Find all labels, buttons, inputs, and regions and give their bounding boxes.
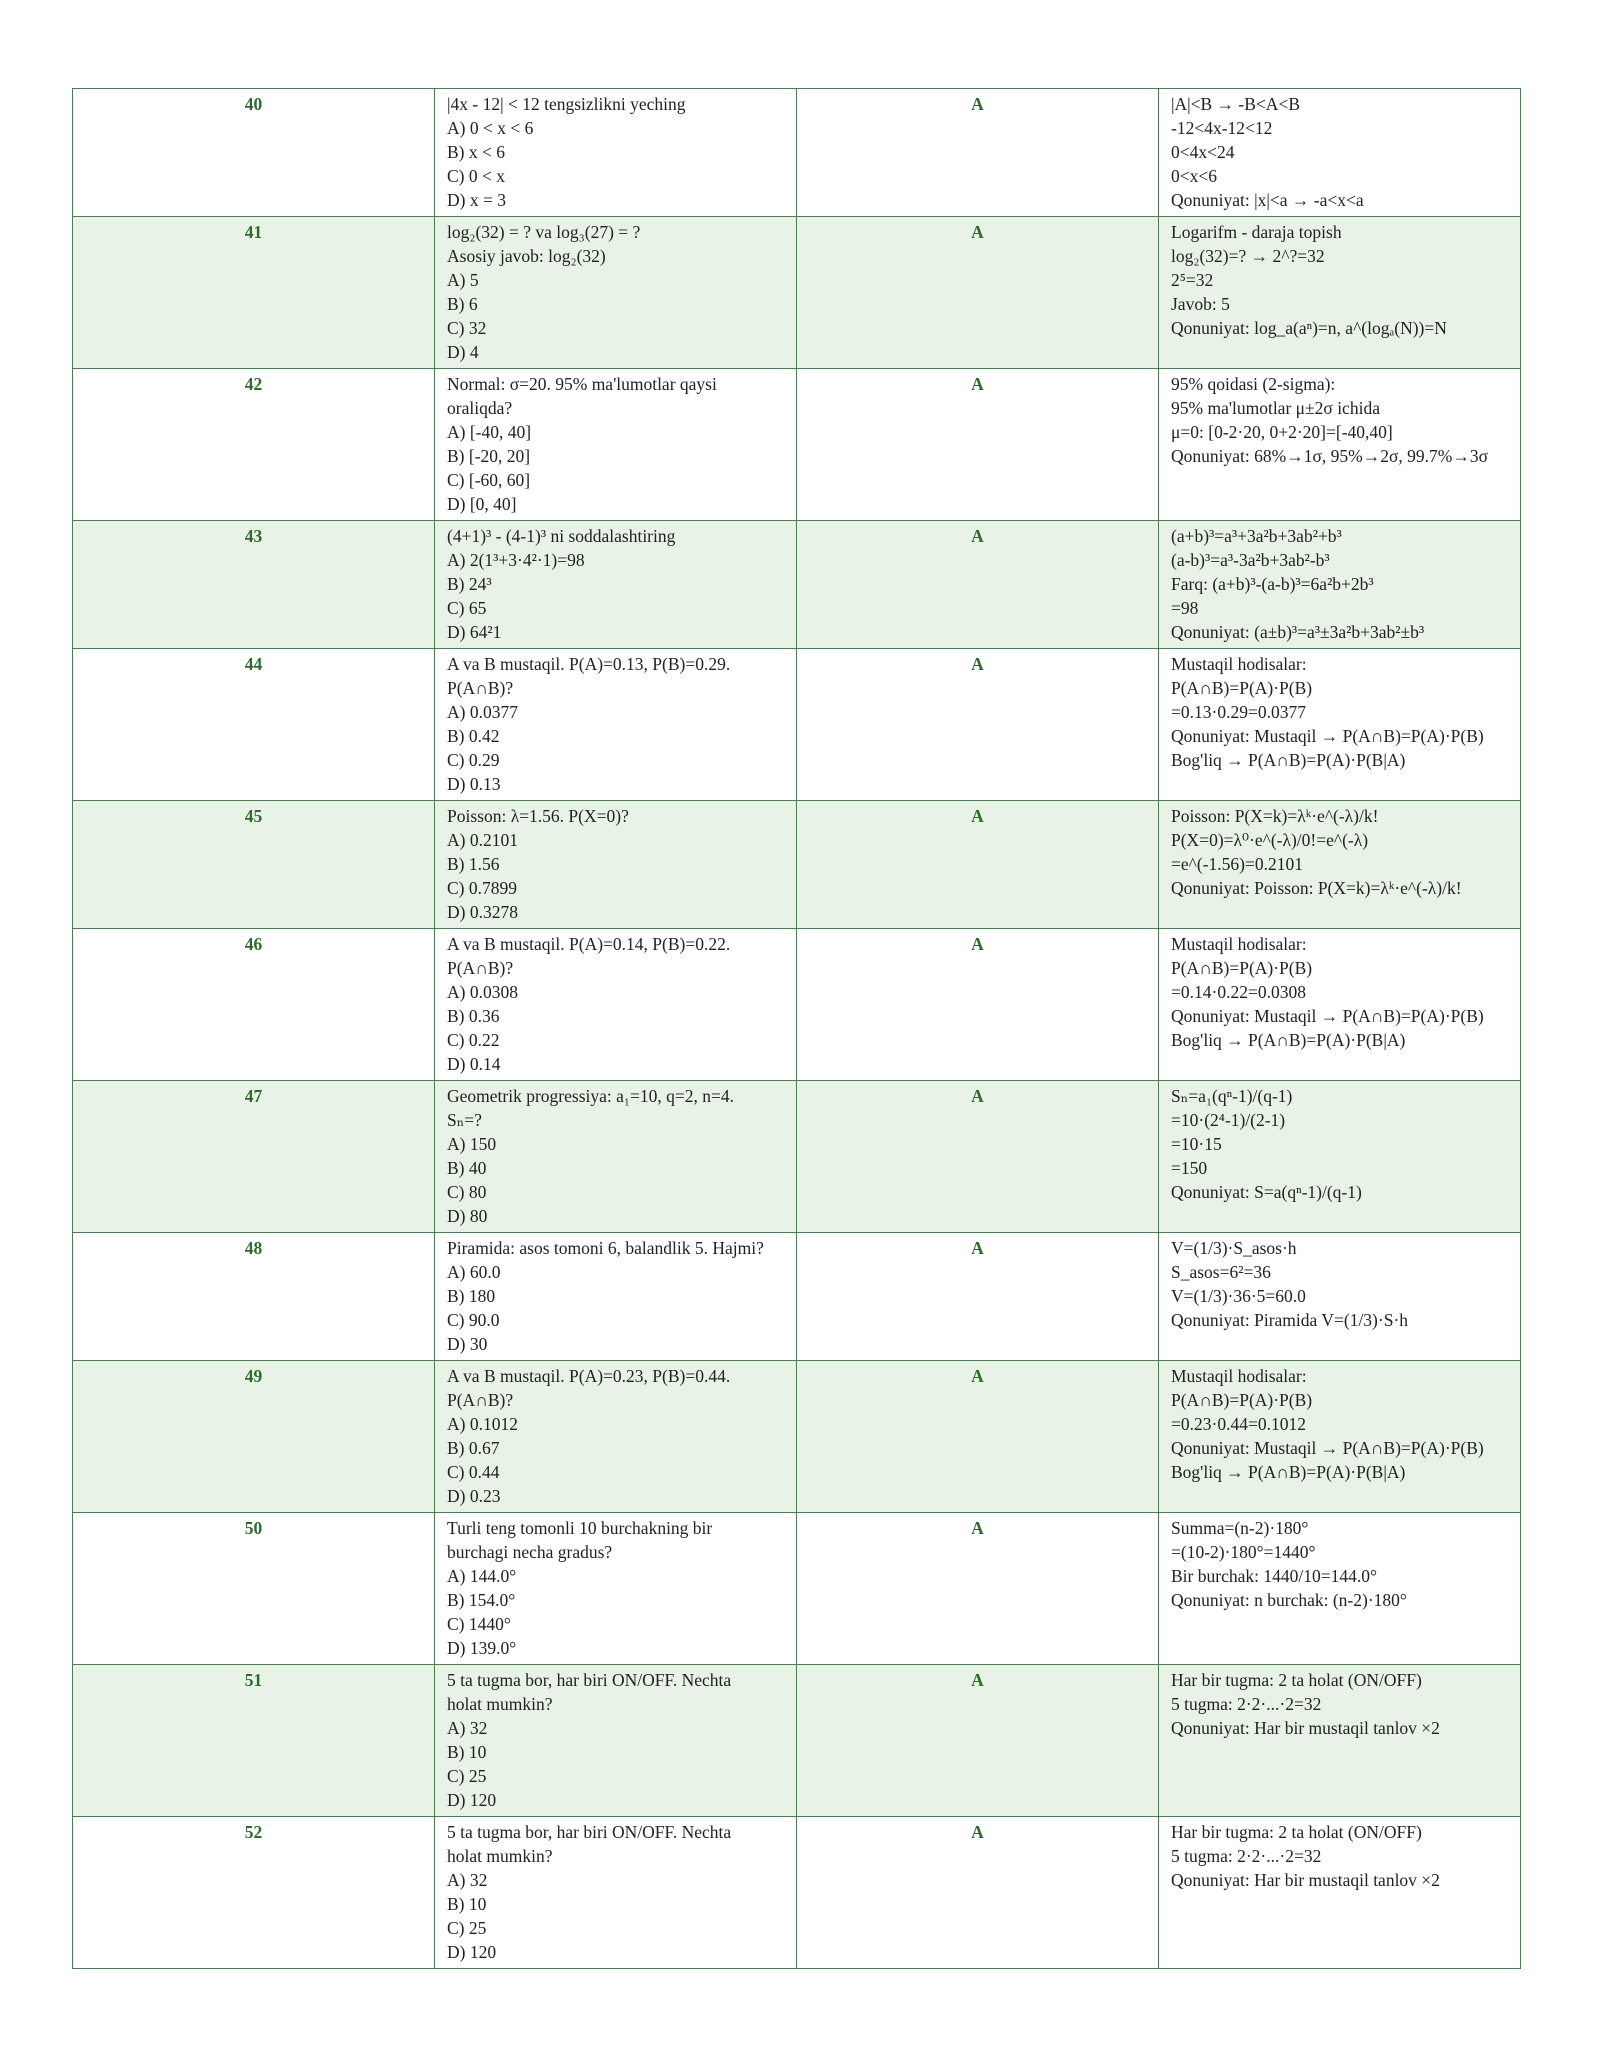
explanation-line: Qonuniyat: n burchak: (n-2)·180° <box>1171 1590 1407 1610</box>
question-line: C) 0.22 <box>447 1030 500 1050</box>
question-line: C) 90.0 <box>447 1310 500 1330</box>
question-line: B) 1.56 <box>447 854 500 874</box>
question-number: 44 <box>73 649 435 801</box>
table-row <box>73 929 1521 1081</box>
question-line: B) x < 6 <box>447 142 505 162</box>
question-number: 52 <box>73 1817 435 1969</box>
explanation-line: =150 <box>1171 1158 1208 1178</box>
explanation-cell <box>1159 1361 1521 1513</box>
question-number: 49 <box>73 1361 435 1513</box>
explanation-line: Mustaqil hodisalar: <box>1171 934 1307 954</box>
explanation-line: 95% qoidasi (2-sigma): <box>1171 374 1336 394</box>
question-text-cell <box>435 217 797 369</box>
explanation-cell <box>1159 217 1521 369</box>
question-number: 45 <box>73 801 435 929</box>
question-text-cell <box>435 1513 797 1665</box>
table-row <box>73 1513 1521 1665</box>
question-line: (4+1)³ - (4-1)³ ni soddalashtiring <box>447 526 676 546</box>
question-line: P(A∩B)? <box>447 1390 514 1410</box>
question-line: D) 4 <box>447 342 479 362</box>
question-number: 42 <box>73 369 435 521</box>
explanation-line: =(10-2)·180°=1440° <box>1171 1542 1316 1562</box>
question-line: A) 0.1012 <box>447 1414 518 1434</box>
explanation-cell <box>1159 89 1521 217</box>
question-line: B) 10 <box>447 1894 487 1914</box>
question-line: P(A∩B)? <box>447 678 514 698</box>
explanation-line: Mustaqil hodisalar: <box>1171 1366 1307 1386</box>
question-line: 5 ta tugma bor, har biri ON/OFF. Nechta <box>447 1670 732 1690</box>
question-line: C) 0 < x <box>447 166 505 186</box>
question-text-cell <box>435 1817 797 1969</box>
question-line: oraliqda? <box>447 398 513 418</box>
explanation-line: Qonuniyat: Mustaqil → P(A∩B)=P(A)·P(B) <box>1171 726 1484 746</box>
question-line: A va B mustaqil. P(A)=0.23, P(B)=0.44. <box>447 1366 731 1386</box>
question-line: Piramida: asos tomoni 6, balandlik 5. Hajmi? <box>447 1238 764 1258</box>
explanation-line: Qonuniyat: S=a(qⁿ-1)/(q-1) <box>1171 1182 1362 1202</box>
question-line: Asosiy javob: log₂(32) <box>447 246 606 266</box>
question-line: A) 0.2101 <box>447 830 518 850</box>
question-line: D) x = 3 <box>447 190 506 210</box>
correct-answer: A <box>797 217 1159 369</box>
explanation-line: =10·15 <box>1171 1134 1222 1154</box>
question-text-cell <box>435 649 797 801</box>
question-line: A) 32 <box>447 1870 488 1890</box>
question-line: D) 0.13 <box>447 774 501 794</box>
question-line: D) 120 <box>447 1942 497 1962</box>
explanation-line: Logarifm - daraja topish <box>1171 222 1342 242</box>
question-text-cell <box>435 1665 797 1817</box>
explanation-cell <box>1159 801 1521 929</box>
explanation-line: Javob: 5 <box>1171 294 1230 314</box>
question-number: 47 <box>73 1081 435 1233</box>
explanation-cell <box>1159 1081 1521 1233</box>
question-line: C) 65 <box>447 598 487 618</box>
answer-table-body <box>73 89 1521 1969</box>
explanation-line: Qonuniyat: Mustaqil → P(A∩B)=P(A)·P(B) <box>1171 1006 1484 1026</box>
question-line: 5 ta tugma bor, har biri ON/OFF. Nechta <box>447 1822 732 1842</box>
question-line: Turli teng tomonli 10 burchakning bir <box>447 1518 713 1538</box>
question-line: D) 0.23 <box>447 1486 501 1506</box>
question-line: holat mumkin? <box>447 1694 553 1714</box>
explanation-line: Qonuniyat: Mustaqil → P(A∩B)=P(A)·P(B) <box>1171 1438 1484 1458</box>
explanation-line: 0<x<6 <box>1171 166 1217 186</box>
question-line: D) 139.0° <box>447 1638 517 1658</box>
table-row <box>73 1233 1521 1361</box>
question-line: C) [-60, 60] <box>447 470 531 490</box>
table-row <box>73 369 1521 521</box>
correct-answer: A <box>797 1513 1159 1665</box>
question-number: 48 <box>73 1233 435 1361</box>
table-row <box>73 89 1521 217</box>
explanation-line: Farq: (a+b)³-(a-b)³=6a²b+2b³ <box>1171 574 1374 594</box>
question-line: Normal: σ=20. 95% ma'lumotlar qaysi <box>447 374 717 394</box>
question-number: 50 <box>73 1513 435 1665</box>
table-row <box>73 1081 1521 1233</box>
correct-answer: A <box>797 1233 1159 1361</box>
question-line: C) 0.7899 <box>447 878 517 898</box>
explanation-line: Qonuniyat: |x|<a → -a<x<a <box>1171 190 1364 210</box>
explanation-line: =0.14·0.22=0.0308 <box>1171 982 1306 1002</box>
question-line: A) [-40, 40] <box>447 422 532 442</box>
explanation-line: 0<4x<24 <box>1171 142 1235 162</box>
table-row <box>73 521 1521 649</box>
explanation-line: Qonuniyat: Har bir mustaqil tanlov ×2 <box>1171 1870 1440 1890</box>
question-line: log₂(32) = ? va log₃(27) = ? <box>447 222 641 242</box>
question-line: B) 154.0° <box>447 1590 516 1610</box>
question-line: B) 6 <box>447 294 478 314</box>
question-text-cell <box>435 521 797 649</box>
explanation-line: P(A∩B)=P(A)·P(B) <box>1171 958 1313 978</box>
question-line: D) 64²1 <box>447 622 502 642</box>
question-line: A) 144.0° <box>447 1566 517 1586</box>
explanation-line: S_asos=6²=36 <box>1171 1262 1271 1282</box>
table-row <box>73 649 1521 801</box>
question-text-cell <box>435 369 797 521</box>
explanation-line: 5 tugma: 2·2·...·2=32 <box>1171 1846 1322 1866</box>
question-text-cell <box>435 1081 797 1233</box>
explanation-line: 95% ma'lumotlar μ±2σ ichida <box>1171 398 1380 418</box>
question-line: B) 180 <box>447 1286 496 1306</box>
question-line: D) 80 <box>447 1206 488 1226</box>
question-line: A) 5 <box>447 270 479 290</box>
question-line: B) 10 <box>447 1742 487 1762</box>
correct-answer: A <box>797 369 1159 521</box>
explanation-line: Summa=(n-2)·180° <box>1171 1518 1309 1538</box>
question-line: B) 40 <box>447 1158 487 1178</box>
explanation-line: =e^(-1.56)=0.2101 <box>1171 854 1303 874</box>
explanation-line: V=(1/3)·36·5=60.0 <box>1171 1286 1306 1306</box>
question-line: B) [-20, 20] <box>447 446 531 466</box>
explanation-line: Qonuniyat: Har bir mustaqil tanlov ×2 <box>1171 1718 1440 1738</box>
explanation-line: Mustaqil hodisalar: <box>1171 654 1307 674</box>
correct-answer: A <box>797 521 1159 649</box>
table-row <box>73 1361 1521 1513</box>
explanation-line: 2⁵=32 <box>1171 270 1214 290</box>
explanation-line: Har bir tugma: 2 ta holat (ON/OFF) <box>1171 1670 1422 1690</box>
explanation-line: =0.13·0.29=0.0377 <box>1171 702 1306 722</box>
explanation-cell <box>1159 649 1521 801</box>
explanation-line: Qonuniyat: (a±b)³=a³±3a²b+3ab²±b³ <box>1171 622 1425 642</box>
explanation-line: =98 <box>1171 598 1199 618</box>
question-line: B) 0.36 <box>447 1006 500 1026</box>
explanation-line: -12<4x-12<12 <box>1171 118 1273 138</box>
question-line: C) 1440° <box>447 1614 511 1634</box>
question-line: B) 0.67 <box>447 1438 500 1458</box>
explanation-cell <box>1159 369 1521 521</box>
explanation-line: Qonuniyat: 68%→1σ, 95%→2σ, 99.7%→3σ <box>1171 446 1489 466</box>
question-line: P(A∩B)? <box>447 958 514 978</box>
question-line: C) 25 <box>447 1918 487 1938</box>
question-line: D) 120 <box>447 1790 497 1810</box>
question-line: A va B mustaqil. P(A)=0.13, P(B)=0.29. <box>447 654 731 674</box>
question-number: 46 <box>73 929 435 1081</box>
explanation-line: Bog'liq → P(A∩B)=P(A)·P(B|A) <box>1171 1030 1406 1050</box>
question-line: D) 0.14 <box>447 1054 501 1074</box>
correct-answer: A <box>797 801 1159 929</box>
explanation-line: Qonuniyat: log_a(aⁿ)=n, a^(logₐ(N))=N <box>1171 318 1447 338</box>
question-line: C) 80 <box>447 1182 487 1202</box>
correct-answer: A <box>797 1081 1159 1233</box>
table-row <box>73 1817 1521 1969</box>
question-line: A) 0 < x < 6 <box>447 118 534 138</box>
explanation-cell <box>1159 929 1521 1081</box>
question-line: A) 0.0308 <box>447 982 518 1002</box>
question-line: A) 32 <box>447 1718 488 1738</box>
explanation-cell <box>1159 1513 1521 1665</box>
question-line: Poisson: λ=1.56. P(X=0)? <box>447 806 629 826</box>
question-line: C) 0.44 <box>447 1462 500 1482</box>
question-text-cell <box>435 1233 797 1361</box>
explanation-line: P(A∩B)=P(A)·P(B) <box>1171 1390 1313 1410</box>
question-line: holat mumkin? <box>447 1846 553 1866</box>
explanation-line: =0.23·0.44=0.1012 <box>1171 1414 1306 1434</box>
explanation-line: 5 tugma: 2·2·...·2=32 <box>1171 1694 1322 1714</box>
question-text-cell <box>435 89 797 217</box>
explanation-cell <box>1159 1817 1521 1969</box>
question-line: D) [0, 40] <box>447 494 517 514</box>
explanation-line: Har bir tugma: 2 ta holat (ON/OFF) <box>1171 1822 1422 1842</box>
explanation-cell <box>1159 1665 1521 1817</box>
correct-answer: A <box>797 1361 1159 1513</box>
question-line: A) 60.0 <box>447 1262 501 1282</box>
explanation-line: Sₙ=a₁(qⁿ-1)/(q-1) <box>1171 1086 1293 1106</box>
table-row <box>73 801 1521 929</box>
question-number: 41 <box>73 217 435 369</box>
question-line: C) 32 <box>447 318 487 338</box>
question-line: A va B mustaqil. P(A)=0.14, P(B)=0.22. <box>447 934 731 954</box>
question-number: 43 <box>73 521 435 649</box>
question-line: B) 24³ <box>447 574 492 594</box>
question-line: A) 0.0377 <box>447 702 518 722</box>
explanation-line: Bog'liq → P(A∩B)=P(A)·P(B|A) <box>1171 750 1406 770</box>
question-number: 40 <box>73 89 435 217</box>
explanation-line: Qonuniyat: Poisson: P(X=k)=λᵏ·e^(-λ)/k! <box>1171 878 1462 898</box>
explanation-line: Poisson: P(X=k)=λᵏ·e^(-λ)/k! <box>1171 806 1379 826</box>
question-line: burchagi necha gradus? <box>447 1542 613 1562</box>
question-line: Sₙ=? <box>447 1110 482 1130</box>
explanation-line: Qonuniyat: Piramida V=(1/3)·S·h <box>1171 1310 1409 1330</box>
explanation-line: Bir burchak: 1440/10=144.0° <box>1171 1566 1377 1586</box>
question-line: |4x - 12| < 12 tengsizlikni yeching <box>447 94 686 114</box>
correct-answer: A <box>797 1817 1159 1969</box>
explanation-line: μ=0: [0-2·20, 0+2·20]=[-40,40] <box>1171 422 1393 442</box>
correct-answer: A <box>797 929 1159 1081</box>
question-line: B) 0.42 <box>447 726 500 746</box>
question-line: D) 0.3278 <box>447 902 518 922</box>
question-line: D) 30 <box>447 1334 488 1354</box>
explanation-line: (a+b)³=a³+3a²b+3ab²+b³ <box>1171 526 1342 546</box>
question-number: 51 <box>73 1665 435 1817</box>
question-line: A) 150 <box>447 1134 497 1154</box>
correct-answer: A <box>797 1665 1159 1817</box>
correct-answer: A <box>797 89 1159 217</box>
question-text-cell <box>435 801 797 929</box>
table-row <box>73 1665 1521 1817</box>
question-line: Geometrik progressiya: a₁=10, q=2, n=4. <box>447 1086 734 1106</box>
explanation-line: Bog'liq → P(A∩B)=P(A)·P(B|A) <box>1171 1462 1406 1482</box>
explanation-line: =10·(2⁴-1)/(2-1) <box>1171 1110 1286 1130</box>
question-text-cell <box>435 929 797 1081</box>
explanation-line: (a-b)³=a³-3a²b+3ab²-b³ <box>1171 550 1330 570</box>
question-line: C) 0.29 <box>447 750 500 770</box>
answer-table <box>72 88 1521 1969</box>
explanation-line: log₂(32)=? → 2^?=32 <box>1171 246 1325 266</box>
explanation-cell <box>1159 1233 1521 1361</box>
explanation-line: P(A∩B)=P(A)·P(B) <box>1171 678 1313 698</box>
question-line: A) 2(1³+3·4²·1)=98 <box>447 550 585 570</box>
explanation-cell <box>1159 521 1521 649</box>
question-line: C) 25 <box>447 1766 487 1786</box>
table-row <box>73 217 1521 369</box>
question-text-cell <box>435 1361 797 1513</box>
explanation-line: |A|<B → -B<A<B <box>1171 94 1300 114</box>
explanation-line: V=(1/3)·S_asos·h <box>1171 1238 1297 1258</box>
correct-answer: A <box>797 649 1159 801</box>
explanation-line: P(X=0)=λ⁰·e^(-λ)/0!=e^(-λ) <box>1171 830 1369 850</box>
